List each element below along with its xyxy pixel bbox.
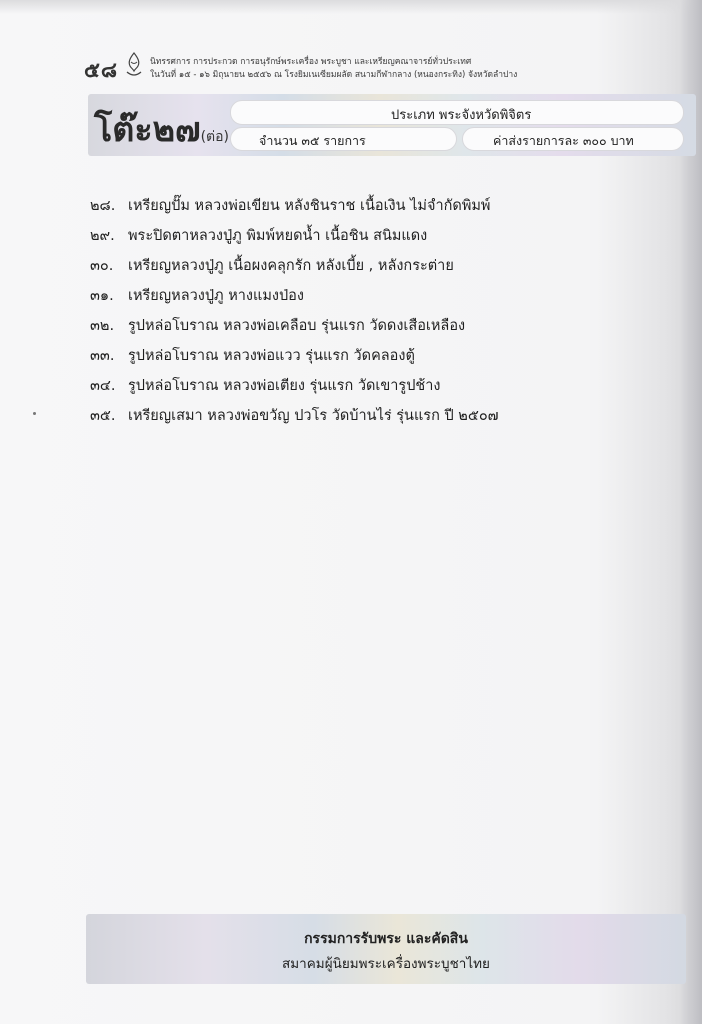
item-number: ๓๐. — [90, 258, 114, 274]
emblem-icon — [124, 52, 144, 78]
list-item — [90, 280, 630, 310]
page-header — [84, 50, 604, 86]
count-pill — [230, 127, 457, 151]
table-banner — [88, 94, 696, 156]
continued-label: (ต่อ) — [200, 129, 230, 145]
item-number: ๒๘. — [90, 198, 116, 214]
page-number: ๕๘ — [84, 58, 119, 82]
list-item — [90, 370, 630, 400]
list-item — [90, 220, 630, 250]
item-description: เหรียญปั๊ม หลวงพ่อเขียน หลังชินราช เนื้อเงิน ไม่จำกัดพิมพ์ — [128, 198, 491, 214]
footer-association: สมาคมผู้นิยมพระเครื่องพระบูชาไทย — [282, 956, 490, 972]
item-number: ๓๕. — [90, 408, 116, 424]
item-description: รูปหล่อโบราณ หลวงพ่อเคลือบ รุ่นแรก วัดดงเสือเหลือง — [128, 318, 466, 334]
item-description: รูปหล่อโบราณ หลวงพ่อเตียง รุ่นแรก วัดเขารูปช้าง — [128, 378, 441, 394]
item-number: ๓๒. — [90, 318, 115, 334]
item-description: เหรียญหลวงปู่ภู หางแมงป่อง — [128, 288, 304, 304]
footer-committee: กรรมการรับพระ และคัดสิน — [304, 931, 468, 947]
item-description: พระปิดตาหลวงปู่ภู พิมพ์หยดน้ำ เนื้อชิน สนิมแดง — [128, 228, 428, 244]
header-event-title: นิทรรศการ การประกวด การอนุรักษ์พระเครื่อง พระบูชา และเหรียญคณาจารย์ทั่วประเทศ — [150, 57, 472, 67]
item-number: ๓๔. — [90, 378, 116, 394]
list-item — [90, 250, 630, 280]
list-item — [90, 190, 630, 220]
list-item — [90, 310, 630, 340]
category-text: ประเภท พระจังหวัดพิจิตร — [391, 108, 532, 123]
item-description: รูปหล่อโบราณ หลวงพ่อแวว รุ่นแรก วัดคลองตู้ — [128, 348, 415, 364]
item-number: ๒๙. — [90, 228, 115, 244]
count-text: จำนวน ๓๕ รายการ — [259, 133, 366, 148]
category-pill — [230, 100, 684, 125]
item-number: ๓๑. — [90, 288, 114, 304]
list-item — [90, 340, 630, 370]
scan-speck — [33, 412, 36, 415]
item-description: เหรียญเสมา หลวงพ่อขวัญ ปวโร วัดบ้านไร่ รุ่นแรก ปี ๒๕๐๗ — [128, 408, 499, 424]
table-label — [94, 102, 229, 156]
header-event-details: ในวันที่ ๑๕ - ๑๖ มิถุนายน ๒๕๕๖ ณ โรงยิมเนเซียมผลัด สนามกีฬากลาง (หนองกระทิง) จังหวัดลำปาง — [150, 70, 518, 80]
page-top-shadow — [0, 0, 702, 14]
fee-text: ค่าส่งรายการละ ๓๐๐ บาท — [493, 133, 634, 148]
item-list — [90, 190, 630, 430]
item-number: ๓๓. — [90, 348, 115, 364]
fee-pill — [462, 127, 684, 151]
table-number: โต๊ะ๒๗ — [94, 110, 201, 150]
list-item — [90, 400, 630, 430]
footer-banner — [86, 914, 686, 984]
item-description: เหรียญหลวงปู่ภู เนื้อผงคลุกรัก หลังเบี้ย , หลังกระต่าย — [128, 258, 454, 274]
